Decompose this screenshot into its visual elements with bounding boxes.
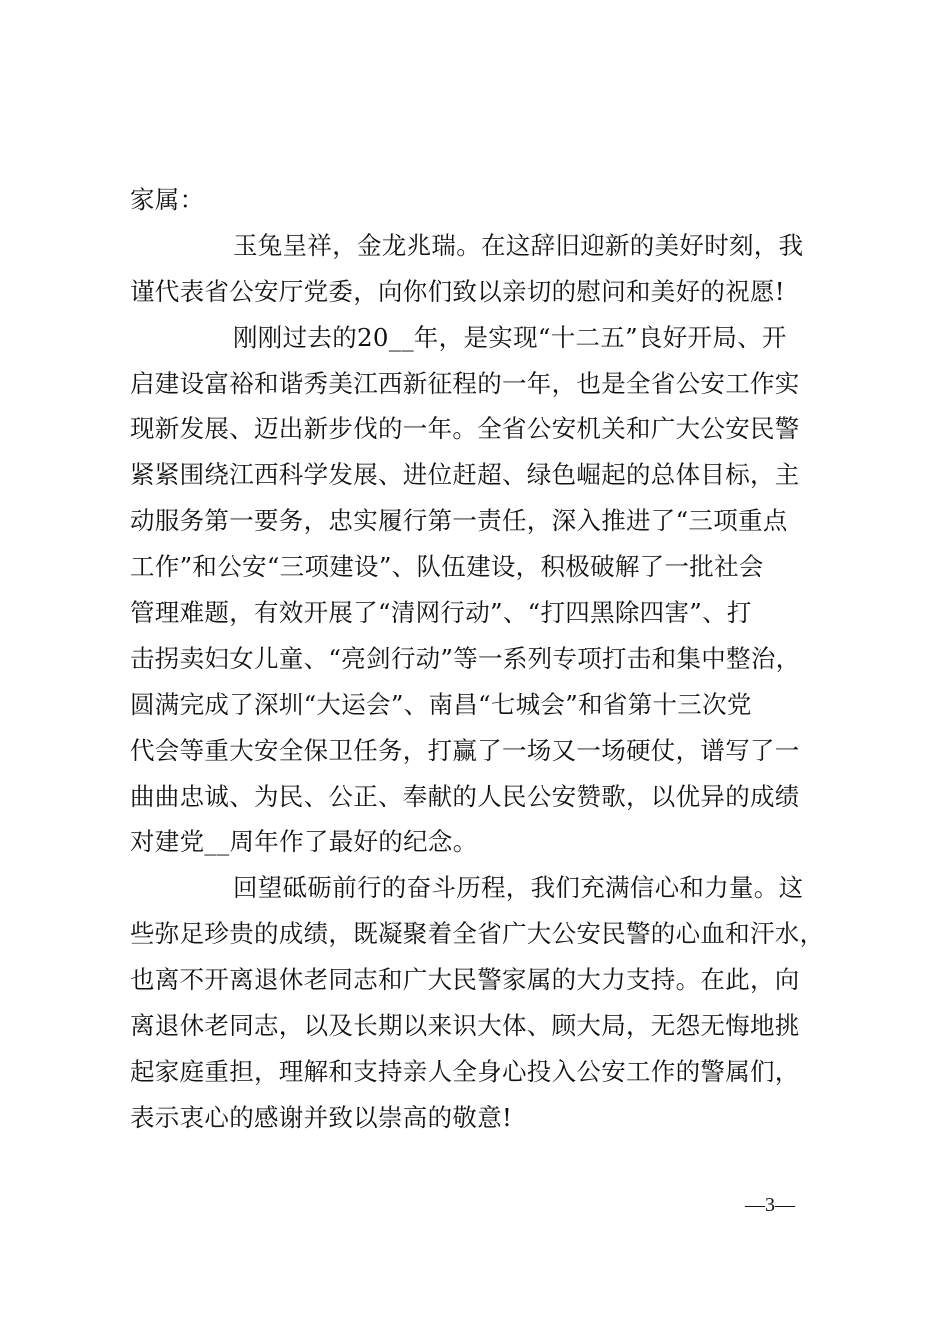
paragraph-line: 也离不开离退休老同志和广大民警家属的大力支持。在此，向 (130, 965, 800, 995)
page-number: —3— (745, 1194, 795, 1216)
paragraph-line: 表示衷心的感谢并致以崇高的敬意! (130, 1102, 513, 1132)
paragraph-line: 工作”和公安“三项建设”、队伍建设，积极破解了一批社会 (130, 552, 764, 582)
paragraph-line: 刚刚过去的20__年，是实现“十二五”良好开局、开 (233, 322, 787, 352)
paragraph-line: 管理难题，有效开展了“清网行动”、“打四黑除四害”、打 (130, 598, 752, 628)
paragraph-line: 回望砥砺前行的奋斗历程，我们充满信心和力量。这 (233, 873, 804, 903)
paragraph-line: 圆满完成了深圳“大运会”、南昌“七城会”和省第十三次党 (130, 689, 752, 719)
paragraph-line: 启建设富裕和谐秀美江西新征程的一年，也是全省公安工作实 (130, 368, 800, 398)
paragraph-line: 紧紧围绕江西科学发展、进位赶超、绿色崛起的总体目标，主 (130, 460, 800, 490)
salutation: 家属： (130, 185, 205, 214)
paragraph-greeting (130, 223, 840, 315)
paragraph-line: 玉兔呈祥，金龙兆瑞。在这辞旧迎新的美好时刻，我 (233, 230, 804, 260)
paragraph-thanks (130, 865, 840, 1140)
paragraph-line: 些弥足珍贵的成绩，既凝聚着全省广大公安民警的心血和汗水， (130, 919, 825, 949)
paragraph-achievements (130, 315, 840, 866)
paragraph-line: 谨代表省公安厅党委，向你们致以亲切的慰问和美好的祝愿! (130, 276, 785, 306)
paragraph-line: 曲曲忠诚、为民、公正、奉献的人民公安赞歌，以优异的成绩 (130, 781, 800, 811)
paragraph-line: 现新发展、迈出新步伐的一年。全省公安机关和广大公安民警 (130, 414, 800, 444)
paragraph-line: 击拐卖妇女儿童、“亮剑行动”等一系列专项打击和集中整治， (130, 643, 801, 673)
paragraph-line: 动服务第一要务，忠实履行第一责任，深入推进了“三项重点 (130, 506, 788, 536)
document-body (130, 177, 840, 1141)
paragraph-line: 离退休老同志，以及长期以来识大体、顾大局，无怨无悔地挑 (130, 1011, 800, 1041)
paragraph-line: 起家庭重担，理解和支持亲人全身心投入公安工作的警属们， (130, 1056, 800, 1086)
paragraph-line: 对建党__周年作了最好的纪念。 (130, 827, 478, 857)
paragraph-line: 代会等重大安全保卫任务，打赢了一场又一场硬仗，谱写了一 (130, 735, 800, 765)
